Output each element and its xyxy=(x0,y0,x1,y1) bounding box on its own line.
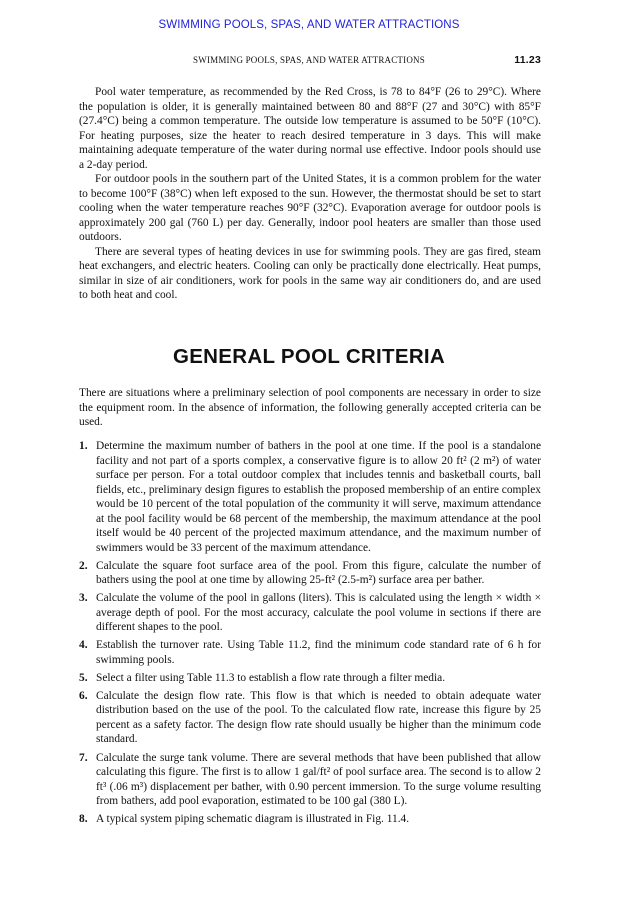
criteria-item xyxy=(79,689,541,747)
criteria-text: Calculate the volume of the pool in gallons (liters). This is calculated using the length × width × average depth of pool. For the most accuracy, calculate the pool volume in sections if there are different shapes to the pool. xyxy=(96,592,541,634)
criteria-item xyxy=(79,751,541,809)
criteria-item xyxy=(79,638,541,667)
criteria-text: Establish the turnover rate. Using Table 11.2, find the minimum code standard rate of 6 h for swimming pools. xyxy=(96,639,541,666)
criteria-number: 2. xyxy=(79,559,88,572)
criteria-text: Calculate the surge tank volume. There are several methods that have been published that allow calculating this figure. The first is to allow 1 gal/ft² of pool surface area. The second is to allow 2 ft³ (.06 m³) displacement per bather, with 0.90 percent immersion. To the surge volume resulting from bathers, add pool evaporation, estimated to be 100 gal (380 L). xyxy=(96,751,541,808)
criteria-item xyxy=(79,559,541,588)
criteria-number: 8. xyxy=(79,813,88,826)
book-banner: SWIMMING POOLS, SPAS, AND WATER ATTRACTIONS xyxy=(158,19,460,31)
criteria-item xyxy=(79,439,541,555)
lead-paragraph: There are situations where a preliminary selection of pool components are necessary in order to size the equipment room. In the absence of information, the following generally accepted criteria can be used. xyxy=(79,387,541,428)
criteria-number: 7. xyxy=(79,751,88,764)
intro-paragraph-temperature: Pool water temperature, as recommended by the Red Cross, is 78 to 84°F (26 to 29°C). Where the population is older, it is generally maintained between 80 and 88°F (27 and 30°C) with 85°F (27.4°C) being a common temperature. The outside low temperature is assumed to be 50°F (10°C). For heating purposes, size the heater to reach desired temperature in 3 days. This will make maintaining adequate temperature of the water during normal use effective. Indoor pools should use a 2-day period. xyxy=(79,86,541,171)
page-number: 11.23 xyxy=(514,54,541,66)
criteria-item xyxy=(79,591,541,635)
criteria-text: Determine the maximum number of bathers in the pool at one time. If the pool is a standalone facility and not part of a sports complex, a conservative figure is to allow 20 ft² (2 m²) of water surface per person. For a total outdoor complex that includes tennis and basketball courts, ball fields, etc., preliminary design figures to establish the proposed membership of an entire complex would be 10 percent of the total population of the community it will serve, maximum attendance at the pool facility would be 68 percent of the membership, the maximum attendance at the pool itself would be 40 percent of the projected maximum attendance, and the maximum number of swimmers would be 33 percent of the maximum attendance. xyxy=(96,440,541,554)
intro-section xyxy=(79,85,541,303)
criteria-number: 5. xyxy=(79,671,88,684)
criteria-text: A typical system piping schematic diagram is illustrated in Fig. 11.4. xyxy=(96,813,410,826)
criteria-item xyxy=(79,671,541,686)
criteria-number: 6. xyxy=(79,689,88,702)
criteria-list xyxy=(79,439,541,830)
criteria-item xyxy=(79,812,541,827)
criteria-number: 1. xyxy=(79,440,88,452)
criteria-text: Calculate the square foot surface area of the pool. From this figure, calculate the number of bathers using the pool at one time by allowing 25-ft² (2.5-m²) surface area per bather. xyxy=(96,559,541,587)
criteria-number: 3. xyxy=(79,592,88,605)
running-head-title: SWIMMING POOLS, SPAS, AND WATER ATTRACTIONS xyxy=(193,55,425,65)
intro-paragraph-heating-devices: There are several types of heating devices in use for swimming pools. They are gas fired, steam heat exchangers, and electric heaters. Cooling can only be practically done electrically. Heat pumps, similar in size of air conditioners, work for pools in the same way air conditioners do, and are used to both heat and cool. xyxy=(79,245,541,301)
lead-section xyxy=(79,386,541,430)
intro-paragraph-outdoor-pools: For outdoor pools in the southern part of the United States, it is a common problem for the water to become 100°F (38°C) when left exposed to the sun. However, the thermostat should be set to start cooling when the water temperature reaches 90°F (32°C). Evaporation average for outdoor pools is approximately 200 gal (760 L) per day. Generally, indoor pool heaters are smaller than those used outdoors. xyxy=(79,173,541,243)
section-heading: GENERAL POOL CRITERIA xyxy=(172,345,446,368)
criteria-number: 4. xyxy=(79,639,88,652)
criteria-text: Calculate the design flow rate. This flow is that which is needed to obtain adequate water distribution based on the use of the pool. To the calculated flow rate, increase this figure by 25 percent as a safety factor. The design flow rate should usually be higher than the minimum code standard. xyxy=(96,689,541,746)
criteria-text: Select a filter using Table 11.3 to establish a flow rate through a filter media. xyxy=(96,671,446,684)
